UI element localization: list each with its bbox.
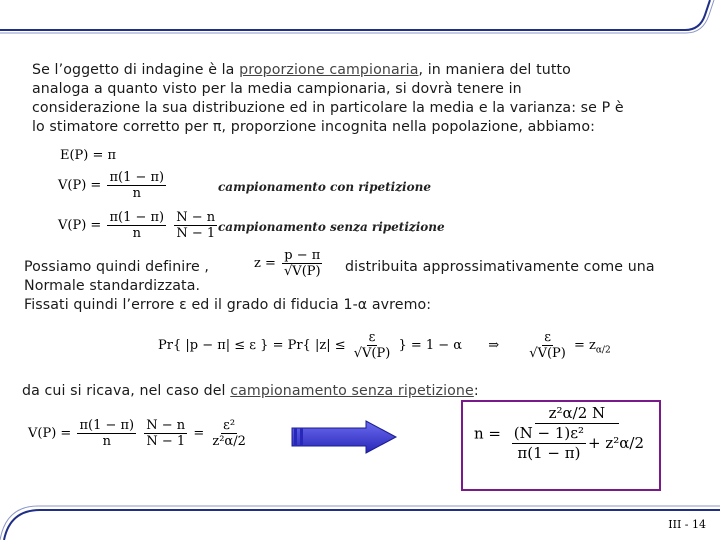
implies-arrow: ⇒	[488, 338, 500, 353]
variance-fraction: $\frac{\pi(1 - \pi)}{n}$	[109, 210, 165, 241]
variance-fraction: $\frac{\pi(1 - \pi)}{n}$	[79, 418, 135, 449]
intro-line-3: considerazione la sua distribuzione ed in particolare la media e la varianza: se P è	[32, 100, 624, 116]
variance-equation: V(P) = $\frac{\pi(1 - \pi)}{n}$ $\frac{N - n}{N - 1}$ = $\frac{\text{ε²}}{\text{z²α/2}}$	[28, 418, 246, 449]
inner-fraction: $\frac{\text{(N − 1)ε²}}{\pi(1 - \pi)}$	[513, 424, 585, 462]
intro-line-2: analoga a quanto visto per la media campionaria, si dovrà tenere in	[32, 81, 522, 97]
link-campionamento-senza-ripetizione[interactable]: campionamento senza ripetizione	[230, 383, 474, 399]
epsilon-fraction-2: $\frac{\varepsilon}{√V(P)}$	[529, 330, 566, 361]
epsilon-fraction: $\frac{\varepsilon}{√V(P)}$	[353, 330, 391, 361]
variance-without-replacement-formula: V(P) = $\frac{\pi(1 - \pi)}{n}$ $\frac{N - n}{N - 1}$	[58, 210, 216, 241]
intro-line-1: Se l’oggetto di indagine è la proporzione campionaria, in maniera del tutto	[32, 62, 571, 78]
correction-fraction: $\frac{N - n}{N - 1}$	[146, 418, 186, 449]
intro-paragraph	[32, 61, 712, 137]
paragraph-2-line-1b: distribuita approssimativamente come una	[345, 259, 655, 275]
paragraph-2-line-2: Normale standardizzata.	[24, 278, 201, 294]
label-with-replacement: campionamento con ripetizione	[218, 180, 431, 194]
epsilon-z-fraction: $\frac{\text{ε²}}{\text{z²α/2}}$	[212, 418, 246, 449]
page-number: III - 14	[668, 518, 706, 531]
paragraph-2-line-3: Fissati quindi l’errore ε ed il grado di fiducia 1-α avremo:	[24, 297, 432, 313]
label-without-replacement: campionamento senza ripetizione	[218, 220, 445, 234]
variance-with-replacement-formula: V(P) = $\frac{\pi(1 - \pi)}{n}$	[58, 170, 165, 201]
variance-fraction: $\frac{\pi(1 - \pi)}{n}$	[109, 170, 165, 201]
expectation-formula: E(P) = π	[60, 148, 117, 163]
link-proporzione-campionaria[interactable]: proporzione campionaria	[239, 62, 419, 78]
correction-fraction: $\frac{N - n}{N - 1}$	[176, 210, 216, 241]
probability-formula: Pr{ |p − π| ≤ ε } = Pr{ |z| ≤ $\frac{\varepsilon}{√V(P)}$ } = 1 − α ⇒ $\frac{\varepsilon}{√V(P)}$ = $z_{\alpha/2}$	[158, 330, 611, 361]
paragraph-3: da cui si ricava, nel caso del campionamento senza ripetizione:	[22, 383, 479, 399]
z-fraction: $\frac{p - \pi}{√V(P)}$	[284, 248, 321, 279]
z-formula: z = $\frac{p - \pi}{√V(P)}$	[254, 248, 321, 279]
paragraph-2-line-1a: Possiamo quindi definire ,	[24, 259, 210, 275]
sample-size-fraction: z²α/2 N $\frac{\text{(N − 1)ε²}}{\pi(1 - \pi)}$ + z²α/2	[513, 404, 645, 462]
intro-line-4: lo stimatore corretto per π, proporzione incognita nella popolazione, abbiamo:	[32, 119, 596, 135]
right-arrow-icon	[290, 420, 400, 454]
sample-size-formula: n = z²α/2 N $\frac{\text{(N − 1)ε²}}{\pi(1 - \pi)}$ + z²α/2	[474, 404, 645, 462]
